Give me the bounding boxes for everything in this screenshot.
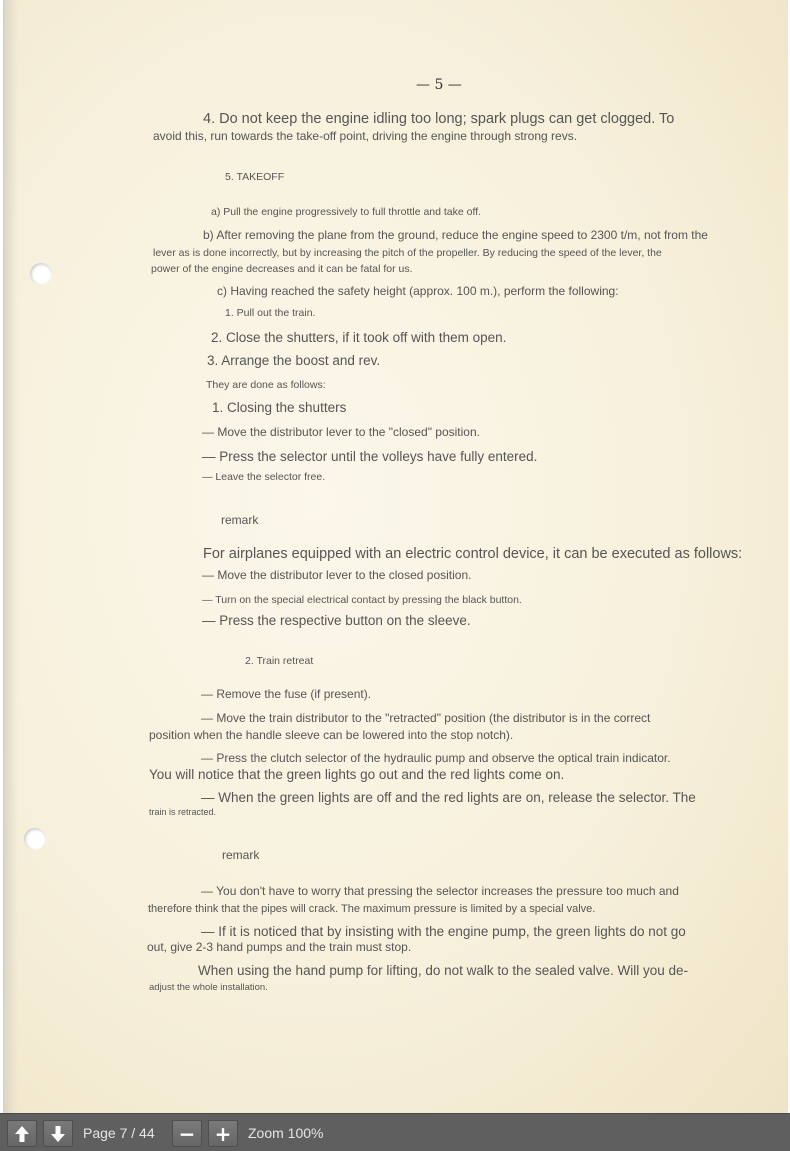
- page-number: — 5 —: [416, 77, 462, 93]
- text-line: c) Having reached the safety height (approx. 100 m.), perform the following:: [217, 284, 619, 298]
- text-line: — Move the train distributor to the "retracted" position (the distributor is in the correct: [201, 711, 651, 725]
- remark-heading: remark: [221, 513, 259, 527]
- text-line: They are done as follows:: [206, 379, 326, 391]
- arrow-up-icon: [14, 1125, 30, 1143]
- zoom-in-button[interactable]: [208, 1120, 238, 1147]
- text-line: power of the engine decreases and it can be fatal for us.: [151, 263, 413, 275]
- text-line: When using the hand pump for lifting, do not walk to the sealed valve. Will you de-: [198, 963, 689, 978]
- plus-icon: +: [214, 1121, 232, 1146]
- subsection-heading: 2. Train retreat: [245, 655, 314, 667]
- text-line: b) After removing the plane from the ground, reduce the engine speed to 2300 t/m, not from the: [203, 228, 708, 242]
- text-line: out, give 2-3 hand pumps and the train must stop.: [147, 940, 412, 954]
- text-line: For airplanes equipped with an electric control device, it can be executed as follows:: [203, 546, 743, 562]
- text-line: therefore think that the pipes will crack. The maximum pressure is limited by a special valve.: [148, 903, 596, 915]
- previous-page-button[interactable]: [7, 1120, 37, 1147]
- list-item: — Leave the selector free.: [202, 471, 326, 483]
- text-line: 3. Arrange the boost and rev.: [207, 353, 381, 368]
- minus-icon: −: [178, 1121, 196, 1146]
- arrow-down-icon: [50, 1125, 66, 1143]
- list-item: — Press the selector until the volleys have fully entered.: [202, 449, 538, 464]
- document-page: [3, 0, 788, 1113]
- text-line: train is retracted.: [149, 807, 217, 817]
- text-line: 4. Do not keep the engine idling too long; spark plugs can get clogged. To: [203, 111, 675, 127]
- text-line: 1. Pull out the train.: [225, 307, 316, 319]
- text-line: — If it is noticed that by insisting with the engine pump, the green lights do not go: [201, 924, 686, 939]
- text-line: 2. Close the shutters, if it took off with them open.: [211, 330, 507, 345]
- list-item: — Move the distributor lever to the "closed" position.: [202, 425, 480, 439]
- text-line: — Press the clutch selector of the hydraulic pump and observe the optical train indicator.: [201, 751, 671, 765]
- text-line: — When the green lights are off and the red lights are on, release the selector. The: [201, 790, 696, 805]
- list-item: — Remove the fuse (if present).: [201, 687, 372, 701]
- section-heading: 5. TAKEOFF: [225, 171, 285, 183]
- list-item: — Turn on the special electrical contact by pressing the black button.: [202, 594, 522, 606]
- remark-heading: remark: [222, 848, 260, 862]
- page-indicator: Page 7 / 44: [83, 1125, 155, 1141]
- punch-hole-bottom: [24, 828, 46, 850]
- text-line: avoid this, run towards the take-off point, driving the engine through strong revs.: [153, 129, 578, 143]
- punch-hole-top: [30, 263, 52, 285]
- text-line: You will notice that the green lights go out and the red lights come on.: [149, 767, 565, 782]
- subsection-heading: 1. Closing the shutters: [212, 400, 347, 415]
- text-line: — You don't have to worry that pressing the selector increases the pressure too much and: [201, 884, 679, 898]
- list-item: — Move the distributor lever to the closed position.: [202, 568, 472, 582]
- text-line: adjust the whole installation.: [149, 982, 268, 993]
- list-item: — Press the respective button on the sleeve.: [202, 613, 471, 628]
- text-line: position when the handle sleeve can be lowered into the stop notch).: [149, 728, 514, 742]
- zoom-out-button[interactable]: [172, 1120, 202, 1147]
- text-line: lever as is done incorrectly, but by increasing the pitch of the propeller. By reducing the speed of the lever, the: [153, 247, 662, 259]
- next-page-button[interactable]: [43, 1120, 73, 1147]
- viewer-toolbar: [0, 1113, 790, 1151]
- text-line: a) Pull the engine progressively to full throttle and take off.: [211, 206, 482, 218]
- zoom-level: Zoom 100%: [248, 1125, 324, 1141]
